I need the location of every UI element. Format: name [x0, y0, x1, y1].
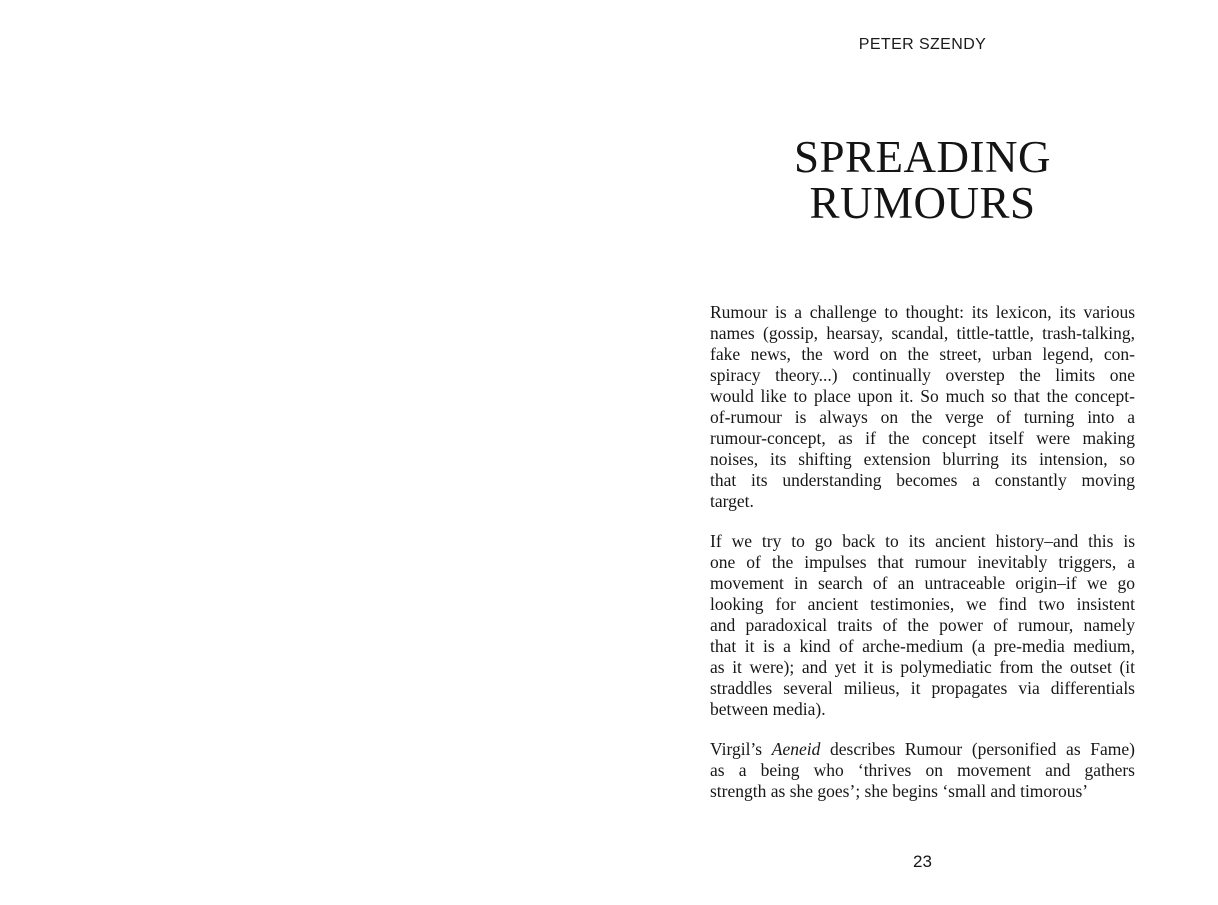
body-line: names (gossip, hearsay, scandal, tittle-tattle, trash-talking, — [710, 323, 1135, 343]
body-line: Rumour is a challenge to thought: its lexicon, its various — [710, 302, 1135, 322]
body-line: straddles several milieus, it propagates via differentials — [710, 678, 1135, 698]
chapter-title-line1: SPREADING — [793, 132, 1052, 182]
body-line: as a being who ‘thrives on movement and gathers — [710, 760, 1135, 780]
body-line: looking for ancient testimonies, we find two insistent — [710, 594, 1135, 614]
running-header-author: PETER SZENDY — [858, 36, 987, 53]
body-line: one of the impulses that rumour inevitably triggers, a — [710, 552, 1135, 572]
page-right — [609, 0, 1218, 905]
page-number: 23 — [913, 852, 932, 871]
body-line: that its understanding becomes a constantly moving — [710, 470, 1135, 490]
body-line: target. — [710, 491, 754, 511]
paragraph — [710, 739, 1135, 802]
body-line: as it were); and yet it is polymediatic from the outset (it — [710, 657, 1135, 677]
body-line: that it is a kind of arche-medium (a pre-media medium, — [710, 636, 1135, 656]
body-line: noises, its shifting extension blurring its intension, so — [710, 449, 1135, 469]
body-line: movement in search of an untraceable origin–if we go — [710, 573, 1135, 593]
body-line: Virgil’s Aeneid describes Rumour (personified as Fame) — [710, 739, 1136, 759]
body-line: would like to place upon it. So much so that the concept- — [710, 386, 1135, 406]
body-line: and paradoxical traits of the power of rumour, namely — [710, 615, 1135, 635]
paragraph — [710, 302, 1135, 512]
paragraph — [710, 531, 1135, 720]
body-line: strength as she goes’; she begins ‘small and timorous’ — [710, 781, 1089, 801]
body-line: rumour-concept, as if the concept itself were making — [710, 428, 1135, 448]
body-line: of-rumour is always on the verge of turning into a — [710, 407, 1135, 427]
chapter-title — [710, 134, 1135, 226]
body-line: between media). — [710, 699, 826, 719]
body-line: spiracy theory...) continually overstep the limits one — [710, 365, 1135, 385]
body-text — [710, 302, 1135, 802]
body-line: If we try to go back to its ancient history–and this is — [710, 531, 1135, 551]
body-line: fake news, the word on the street, urban legend, con- — [710, 344, 1135, 364]
chapter-title-line2: RUMOURS — [809, 178, 1036, 228]
